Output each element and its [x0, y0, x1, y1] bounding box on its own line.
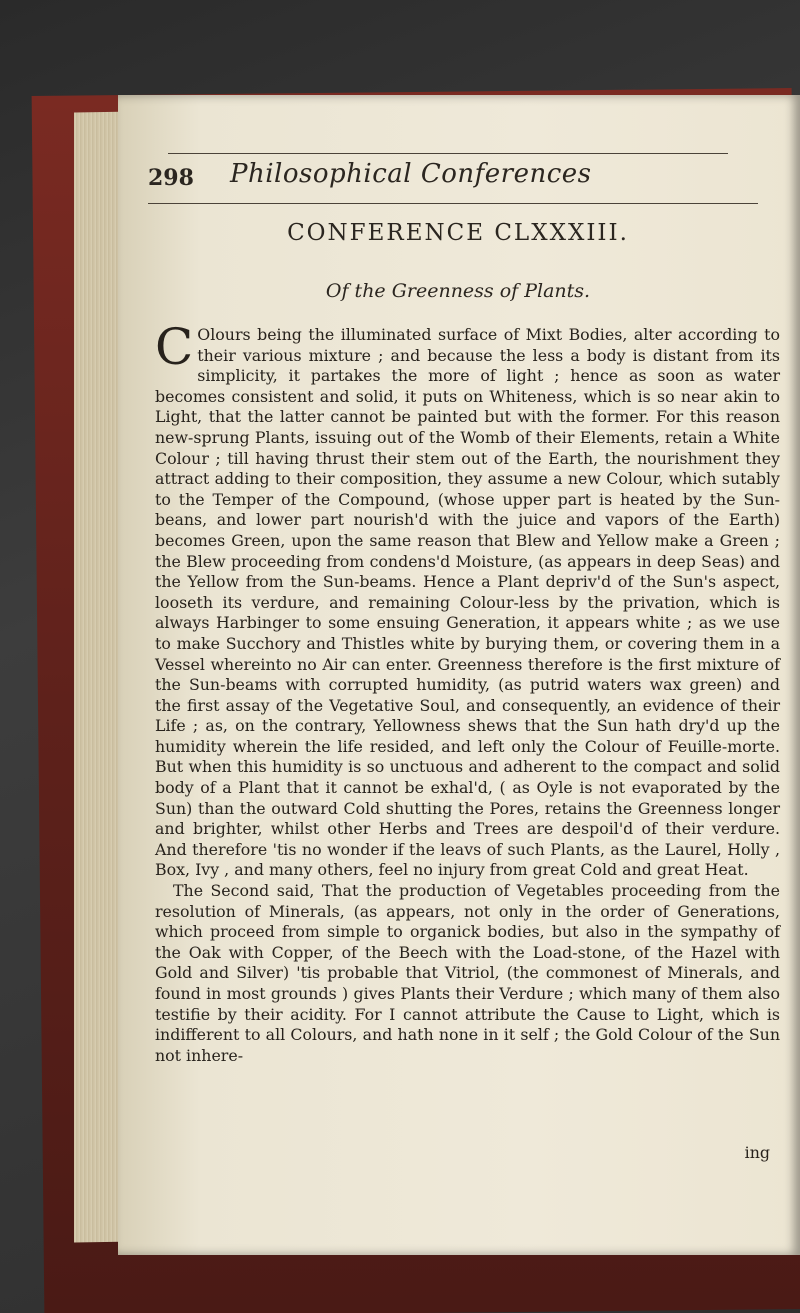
paragraph-1-text: Olours being the illuminated surface of Mixt Bodies, alter according to their various mixture ; and because the less a body is distant from its simplicity, it partakes the more of light ; hence as soon as water becomes consistent and solid, it puts on Whiteness, which is so near akin to Light, that the latter cannot be painted but with the former. For this reason new-sprung Plants, issuing out of the Womb of their Elements, retain a White Colour ; till having thrust their stem out of the Earth, the nourishment they attract adding to their composition, they assume a new Colour, which sutably to the Temper of the Compound, (whose upper part is heated by the Sun-beans, and lower part nourish'd with the juice and vapors of the Earth) becomes Green, upon the same reason that Blew and Yellow make a Green ; the Blew proceeding from condens'd Moisture, (as appears in deep Seas) and the Yellow from the Sun-beams. Hence a Plant depriv'd of the Sun's aspect, looseth its verdure, and remaining Colour-less by the privation, which is always Harbinger to some ensuing Generation, it appears white ; as we use to make Succhory and Thistles white by burying them, or covering them in a Vessel whereinto no Air can enter. Greenness therefore is the first mixture of the Sun-beams with corrupted humidity, (as putrid waters wax green) and the first assay of the Vegetative Soul, and consequently, an evidence of their Life ; as, on the contrary, Yellowness shews that the Sun hath dry'd up the humidity wherein the life resided, and left only the Colour of Feuille-morte. But when this humidity is so unctuous and adherent to the compact and solid body of a Plant that it cannot be exhal'd, ( as Oyle is not evaporated by the Sun) than the outward Cold shutting the Pores, retains the Greenness longer and brighter, whilst other Herbs and Trees are despoil'd of their verdure. And therefore 'tis no wonder if the leavs of such Plants, as the Laurel, Holly , Box, Ivy , and many others, feel no injury from great Cold and great Heat.: [155, 325, 780, 880]
book-page: [118, 95, 800, 1255]
header-rule-top: [168, 153, 728, 154]
paragraph-2-text: The Second said, That the production of Vegetables proceeding from the resolution of Minerals, (as appears, not only in the order of Generations, which proceed from simple to organick bodies, but also in the sympathy of the Oak with Copper, of the Beech with the Load-stone, of the Hazel with Gold and Silver) 'tis probable that Vitriol, (the commonest of Minerals, and found in most grounds ) gives Plants their Verdure ; which many of them also testifie by their acidity. For I cannot attribute the Cause to Light, which is indifferent to all Colours, and hath none in it self ; the Gold Colour of the Sun not inhere-: [155, 881, 780, 1065]
body-text: [155, 318, 780, 1066]
header-rule-bottom: [148, 203, 758, 204]
conference-title: CONFERENCE CLXXXIII.: [287, 220, 629, 246]
catchword: ing: [744, 1143, 770, 1162]
running-head: Philosophical Conferences: [230, 159, 592, 189]
drop-cap: C: [155, 318, 194, 376]
paragraph-1: [155, 318, 780, 881]
page-number: 298: [148, 165, 194, 191]
conference-subtitle: Of the Greenness of Plants.: [325, 280, 591, 302]
page-header: [148, 157, 748, 197]
paragraph-2: [155, 881, 780, 1066]
